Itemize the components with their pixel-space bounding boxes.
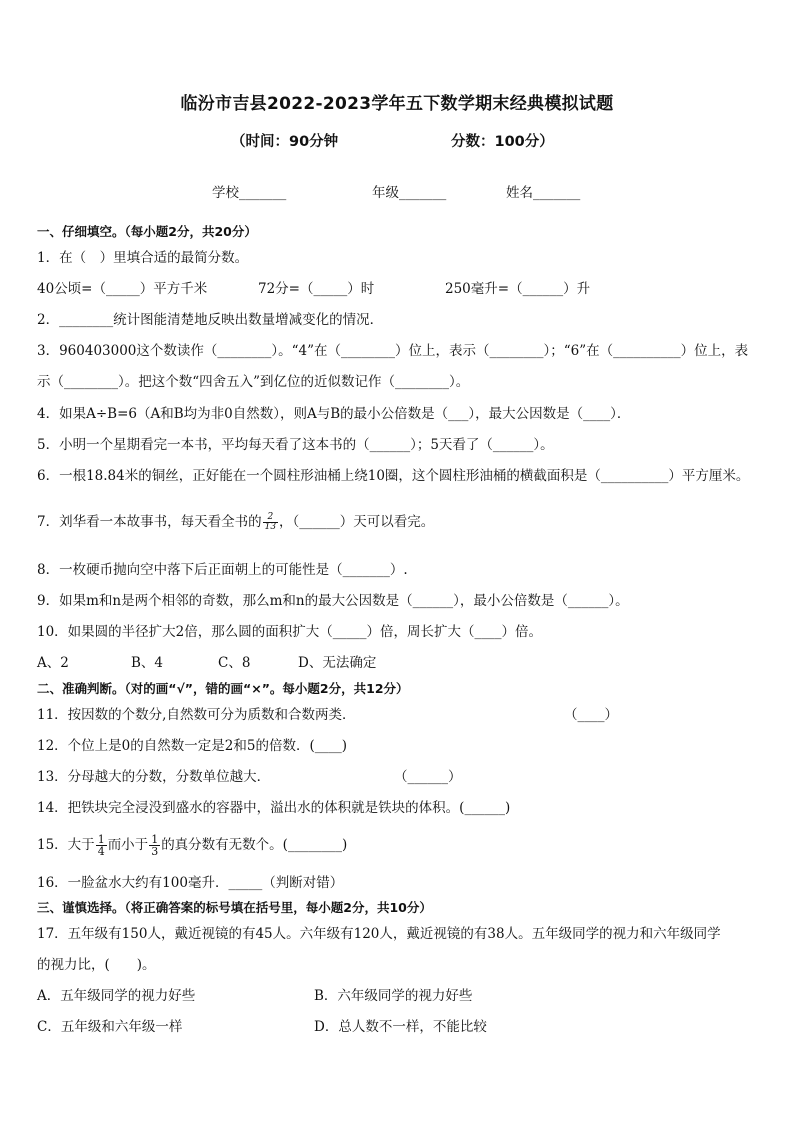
question-10: 10．如果圆的半径扩大2倍，那么圆的面积扩大（_____）倍，周长扩大（____）倍。 (37, 624, 543, 640)
fraction-1-4 (96, 834, 107, 857)
time-label: （时间：90分钟 (231, 134, 339, 150)
score-label: 分数：100分） (451, 134, 554, 150)
option-d[interactable]: D．总人数不一样，不能比较 (314, 1019, 487, 1035)
question-6: 6．一根18.84米的铜丝，正好能在一个圆柱形油桶上绕10圈，这个圆柱形油桶的横截面积是（__________）平方厘米。 (37, 468, 750, 484)
section-1-heading: 一、仔细填空。（每小题2分，共20分） (37, 224, 257, 239)
fraction-denominator: 4 (97, 845, 105, 858)
question-1-item-b: 72分=（_____）时 (258, 281, 375, 297)
option-d[interactable]: D、无法确定 (298, 655, 377, 671)
fraction-denominator: 13 (264, 522, 277, 532)
question-4: 4．如果A÷B=6（A和B均为非0自然数），则A与B的最小公倍数是（___），最大公因数是（____）． (37, 406, 631, 422)
question-13: 13．分母越大的分数，分数单位越大． (37, 769, 271, 785)
question-7-text-b: ，（______）天可以看完。 (279, 514, 435, 530)
fraction-2-13 (263, 513, 278, 532)
question-9: 9．如果m和n是两个相邻的奇数，那么m和n的最大公因数是（______），最小公倍数是（______）。 (37, 593, 629, 609)
question-13-blank[interactable]: （______） (394, 769, 462, 785)
page-title: 临汾市吉县2022-2023学年五下数学期末经典模拟试题 (180, 94, 614, 114)
question-11: 11．按因数的个数分,自然数可分为质数和合数两类． (37, 707, 356, 723)
question-2: 2．________统计图能清楚地反映出数量增减变化的情况． (37, 312, 384, 328)
question-8: 8．一枚硬币抛向空中落下后正面朝上的可能性是（_______）. (37, 562, 408, 578)
question-16: 16．一脸盆水大约有100毫升．_____（判断对错） (37, 875, 344, 891)
option-b[interactable]: B．六年级同学的视力好些 (314, 988, 473, 1004)
question-15-text-a: 15．大于 (37, 837, 95, 853)
question-7 (37, 512, 764, 532)
fraction-1-3 (149, 834, 160, 857)
option-b[interactable]: B、4 (131, 655, 164, 671)
question-7-text-a: 7．刘华看一本故事书，每天看全书的 (37, 514, 262, 530)
option-c[interactable]: C．五年级和六年级一样 (37, 1019, 183, 1035)
fraction-denominator: 3 (151, 845, 159, 858)
question-3-line-2: 示（________）。把这个数“四舍五入”到亿位的近似数记作（________）。 (37, 374, 470, 390)
option-a[interactable]: A．五年级同学的视力好些 (37, 988, 196, 1004)
name-field[interactable]: 姓名_______ (506, 185, 581, 201)
question-1-item-a: 40公顷=（_____）平方千米 (37, 281, 208, 297)
question-1: 1．在（ ）里填合适的最简分数。 (37, 250, 249, 266)
fraction-numerator: 1 (97, 833, 105, 846)
option-c[interactable]: C、8 (218, 655, 251, 671)
section-3-heading: 三、谨慎选择。（将正确答案的标号填在括号里，每小题2分，共10分） (37, 900, 432, 915)
grade-field[interactable]: 年级_______ (372, 185, 447, 201)
section-2-heading: 二、准确判断。（对的画“√”，错的画“×”。每小题2分，共12分） (37, 681, 409, 696)
question-17-line-1: 17．五年级有150人，戴近视镜的有45人。六年级有120人，戴近视镜的有38人。五年级同学的视力和六年级同学 (37, 926, 721, 942)
fraction-numerator: 1 (151, 833, 159, 846)
option-a[interactable]: A、2 (37, 655, 69, 671)
fraction-numerator: 2 (263, 513, 278, 523)
question-15-text-b: 而小于 (107, 837, 149, 853)
question-14: 14．把铁块完全浸没到盛水的容器中，溢出水的体积就是铁块的体积。(______) (37, 800, 511, 816)
school-field[interactable]: 学校_______ (212, 185, 287, 201)
question-17-line-2: 的视力比，( )。 (37, 957, 156, 973)
question-1-item-c: 250毫升=（______）升 (445, 281, 591, 297)
question-15-text-c: 的真分数有无数个。(________) (161, 837, 348, 853)
question-3-line-1: 3．960403000这个数读作（________）。“4”在（________）位上，表示（________）；“6”在（__________）位上，表 (37, 343, 749, 359)
question-11-blank[interactable]: （____） (564, 707, 618, 723)
question-12: 12．个位上是0的自然数一定是2和5的倍数．(____) (37, 738, 347, 754)
question-15 (37, 834, 764, 857)
question-5: 5．小明一个星期看完一本书，平均每天看了这本书的（______）；5天看了（______）。 (37, 437, 554, 453)
